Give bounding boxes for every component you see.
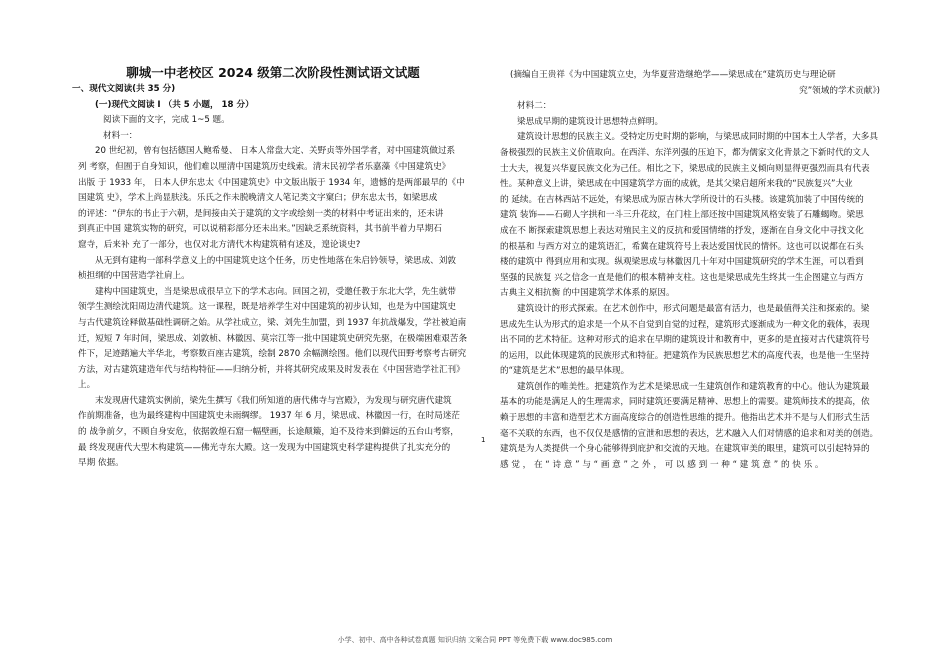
- text-line: 件下，足迹踏遍大半华北，考察数百座古建筑，绘制 2870 余幅测绘图。他们以现代田野考察考古研究: [78, 349, 467, 360]
- text-line: 备极强烈的民族主义价值取向。在西洋、东洋列强的压迫下，都为儒家文化背景之下新时代的文人: [500, 147, 870, 158]
- left-paragraph-3: [78, 285, 468, 394]
- source-citation: (摘编自王贵祥《为中国建筑立史，为华夏营造继绝学——梁思成在“建筑历史与理论研: [510, 70, 836, 80]
- text-line: 古典主义相抗衡 的中国建筑学术体系的原因。: [500, 288, 675, 299]
- text-line: 的运用，以此体现建筑的民族形式和特征。把建筑作为民族思想艺术的高度代表，也是他一生坚持: [500, 350, 870, 361]
- text-line: 的 战争前夕，不顾自身安危，依据敦煌石窟一幅壁画，长途颠簸，迫不及待来到僻远的五台山考察，: [78, 427, 459, 438]
- text-line: 成在不 断探索建筑思想上表达对殖民主义的反抗和爱国情绪的抒发，逐渐在自身文化中寻找文化: [500, 225, 864, 236]
- text-line: 建筑设计思想的民族主义。受特定历史时期的影响，与梁思成同时期的中国本土人学者，大多具: [517, 132, 878, 143]
- text-line: 性。某种意义上讲，梁思成在中国建筑学方面的成就，是其父梁启超所来我的“民族复兴”大业: [500, 179, 853, 190]
- text-line: 感 觉 ， 在 “ 诗 意 ” 与 “ 画 意 ” 之 外 ， 可 以 感 到 一 种 “ 建 筑 意 ” 的 快 乐 。: [500, 459, 824, 470]
- right-paragraph-1: [500, 130, 900, 302]
- text-line: 楼的建筑中 得到应用和实现。纵观梁思成与林徽因几十年对中国建筑研究的学术生涯，可以看到: [500, 257, 864, 268]
- text-line: 出不同的艺术特征。这种对形式的追求在早期的建筑设计和教育中，更多的是直接对古代建筑符号: [500, 335, 870, 346]
- left-paragraph-1: [78, 144, 468, 253]
- instruction: 阅读下面的文字，完成 1~5 题。: [103, 115, 230, 126]
- text-line: 的“建筑是艺术”思想的最早体现。: [500, 366, 630, 377]
- text-line: 的根基和 与西方对立的建筑语汇，希冀在建筑符号上表达爱国忧民的情怀。这也可以说都在石头: [500, 241, 864, 252]
- text-line: 毫不关联的东西，也不仅仅是感情的宣泄和思想的表达，艺术融入人们对情感的追求和对美的创造。: [500, 428, 879, 439]
- text-line: 赖于思想的丰富和造型艺术方面高度综合的创造性思维的提升。他指出艺术并不是与人们形式生活: [500, 413, 870, 424]
- right-paragraph-3: [500, 380, 900, 474]
- text-line: 出版 于 1933 年， 日本人伊东忠太《中国建筑史》中文版出版于 1934 年，遗憾的是两部最早的《中: [78, 177, 465, 188]
- left-column: [72, 0, 468, 472]
- text-line: 建筑是为人类提供一个身心能够得到庇护和交流的天地。在建筑审美的眼里，建筑可以引起特异的: [500, 444, 870, 455]
- text-line: 建筑设计的形式探索。在艺术创作中，形式问题是最富有活力，也是最值得关注和探索的。梁: [517, 303, 870, 314]
- text-line: 迁，短短 7 年时间，梁思成、刘敦桢、林徽因、莫宗江等一批中国建筑史研究先驱，在极端困难艰苦条: [78, 333, 468, 344]
- text-line: 建筑 装饰——石砌人字拱和一斗三升花纹，在门柱上部还按中国建筑风格安装了石雕蝎吻。梁思: [500, 210, 864, 221]
- text-line: 的评述：“伊东的书止于六朝，是间接由关于建筑的文字或绘刻一类的材料中考证出来的，还未讲: [78, 208, 444, 219]
- text-line: 20 世纪初，曾有包括德国人鲍希曼、 日本人常盘大定、关野贞等外国学者，对中国建筑做过系: [95, 146, 456, 157]
- text-line: 列 考察，但囿于自身知识，他们难以厘清中国建筑历史线索。清末民初学者乐嘉藻《中国建筑史》: [78, 161, 451, 172]
- text-line: 方法，对古建筑建造年代与结构特征——归纳分析，并将其研究成果及时发表在《中国营造学社汇刊》: [78, 364, 465, 375]
- right-paragraph-2: [500, 302, 900, 380]
- text-line: 基本的功能是满足人的生理需求，同时建筑还要满足精神、思想上的需要。建筑师技术的提高，依: [500, 397, 870, 408]
- text-line: 桢担纲的中国营造学社肩上。: [78, 271, 190, 282]
- footer-watermark: 小学、初中、高中各种试卷真题 知识归纳 文案合同 PPT 等免费下载 www.doc985.com: [337, 636, 613, 644]
- source-citation-cont: 究”领域的学术贡献》): [799, 85, 880, 96]
- text-line: 上。: [78, 380, 96, 391]
- section-heading: 一、现代文阅读(共 35 分): [72, 84, 176, 94]
- subsection-heading: (一)现代文阅读 I （共 5 小题， 18 分）: [95, 99, 254, 110]
- text-line: 坚强的民族复 兴之信念一直是他们的根本精神支柱。这也是梁思成先生终其一生企图建立与西方: [500, 272, 864, 283]
- text-line: 窟寺，后来补 充了一部分，也仅对北方清代木构建筑稍有述及，遑论谈史?: [78, 239, 361, 250]
- text-line: 最 终发现唐代大型木构建筑——佛光寺东大殿。这一发现为中国建筑史科学建构提供了扎实充分的: [78, 442, 451, 453]
- left-paragraph-2: [78, 254, 468, 285]
- text-line: 的 延续。在吉林西站不远处，有梁思成为原吉林大学所设计的石头楼。该建筑加装了中国传统的: [500, 194, 864, 205]
- material-label: 材料二：: [517, 101, 552, 112]
- material-label: 材料一：: [103, 130, 138, 141]
- exam-title: 聊城一中老校区 2024 级第二次阶段性测试语文试题: [126, 65, 420, 80]
- text-line: 建筑创作的唯美性。把建筑作为艺术是梁思成一生建筑创作和建筑教育的中心。他认为建筑最: [517, 381, 870, 392]
- text-line: 末发现唐代建筑实例前，梁先生撰写《我们所知道的唐代佛寺与宫殿》，为发现与研究唐代建筑: [95, 395, 452, 406]
- text-line: 建构中国建筑史，当是梁思成很早立下的学术志向。回国之初，受邀任教于东北大学，先生就带: [95, 286, 456, 297]
- text-line: 国建筑 史》，学术上尚显肤浅。乐氏之作未脱晚清文人笔记类文字窠臼；伊东忠太书，如梁思成: [78, 193, 438, 204]
- text-line: 早期 依据。: [78, 458, 124, 469]
- right-column: [500, 68, 900, 473]
- material-heading: 梁思成早期的建筑设计思想特点鲜明。: [517, 116, 664, 127]
- text-line: 到真正中国 建筑实物的研究，可以说稍彩部分还未出来。”因缺乏系统资料，其书前半着力早期石: [78, 224, 442, 235]
- text-line: 从无到有建构一部科学意义上的中国建筑史这个任务，历史性地落在朱启钤领导，梁思成、刘敦: [95, 255, 456, 266]
- text-line: 领学生测绘沈阳周边清代建筑。这一课程，既是培养学生对中国建筑的初步认知，也是为中国建筑史: [78, 302, 457, 313]
- text-line: 思成先生认为形式的追求是一个从不自觉到自觉的过程，建筑形式逐渐成为一种文化的载体，表现: [500, 319, 870, 330]
- text-line: 与古代建筑诠释做基础性调研之始。从学社成立，梁、刘先生加盟，到 1937 年抗战爆发，学社被迫南: [78, 317, 467, 328]
- left-paragraph-4: [78, 394, 468, 472]
- text-line: 作前期准备，也为最终建构中国建筑史未雨绸缪。 1937 年 6 月，梁思成、林徽因一行，在时局迷茫: [78, 411, 461, 422]
- text-line: 士大夫，视复兴华夏民族文化为己任。相比之下，梁思成的民族主义倾向则显得更强烈而具有代表: [500, 163, 870, 174]
- page-number: 1: [481, 436, 486, 444]
